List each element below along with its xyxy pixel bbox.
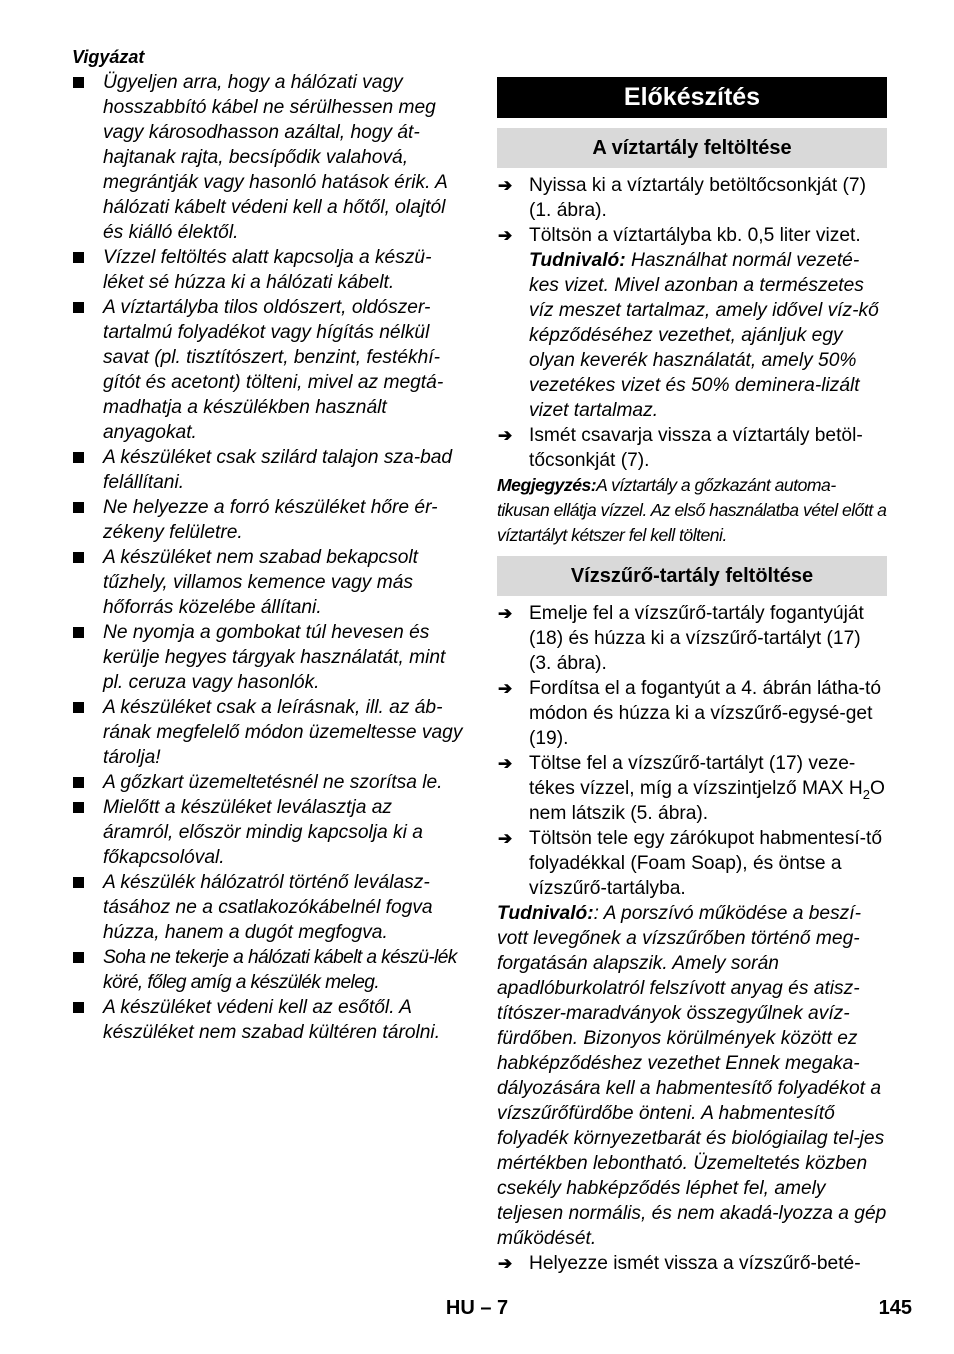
list-item xyxy=(72,620,464,695)
step-text: Emelje fel a vízszűrő-tartály fogantyúját (18) és húzza ki a vízszűrő-tartályt (17) (3. ábra). xyxy=(529,603,864,674)
list-item-text: Mielőtt a készüléket leválasztja az áramról, először mindig kapcsolja ki a főkapcsolóval. xyxy=(103,797,423,868)
remark-label: Megjegyzés: xyxy=(497,475,597,495)
step-text: Töltse fel a vízszűrő-tartályt (17) veze-tékes vízzel, míg a vízszintjelző MAX H xyxy=(529,753,863,799)
square-bullet-icon xyxy=(73,777,84,788)
step-item xyxy=(497,223,887,423)
page-number: 145 xyxy=(878,1297,912,1319)
list-item-text: Ügyeljen arra, hogy a hálózati vagy hosszabbító kábel ne sérülhessen meg vagy károsodhasson azáltal, hogy át-hajtanak rajta, becsípődik valahová, megrántják vagy hasonló hatások érik. A hálózati kábelt védeni kell a hőtől, olajtól és kiálló élektől. xyxy=(103,72,448,243)
square-bullet-icon xyxy=(73,452,84,463)
square-bullet-icon xyxy=(73,552,84,563)
step-text: Töltsön tele egy zárókupot habmentesí-tő folyadékkal (Foam Soap), és öntse a vízszűrő-tartályba. xyxy=(529,828,883,899)
arrow-right-icon: ➔ xyxy=(498,754,513,773)
step-text: Töltsön a víztartályba kb. 0,5 liter vizet. xyxy=(529,225,861,246)
list-item xyxy=(72,770,464,795)
list-item xyxy=(72,295,464,445)
arrow-right-icon: ➔ xyxy=(498,226,513,245)
square-bullet-icon xyxy=(73,502,84,513)
list-item-text: A víztartályba tilos oldószert, oldószer-tartalmú folyadékot vagy hígítás nélkül savat (pl. tisztítószert, benzint, festékhí-gítót és acetont) tölteni, mivel az megtá-madhatja a készülékben használt anyagokat. xyxy=(103,297,444,443)
step-item xyxy=(497,173,887,223)
note-paragraph xyxy=(497,901,887,1251)
step-item xyxy=(497,751,887,826)
step-text-end: O nem látszik (5. ábra). xyxy=(529,778,885,824)
step-item xyxy=(497,601,887,676)
caution-list xyxy=(72,70,464,1045)
list-item xyxy=(72,795,464,870)
arrow-right-icon: ➔ xyxy=(498,1254,513,1273)
filter-tank-steps xyxy=(497,601,887,901)
step-item xyxy=(497,826,887,901)
step-item xyxy=(497,1251,887,1276)
arrow-right-icon: ➔ xyxy=(498,604,513,623)
square-bullet-icon xyxy=(73,252,84,263)
tip-label: Tudnivaló: xyxy=(529,250,626,271)
right-column xyxy=(497,77,887,1276)
water-tank-steps xyxy=(497,173,887,473)
left-column xyxy=(72,45,464,1045)
list-item xyxy=(72,945,464,995)
step-item xyxy=(497,676,887,751)
tip-text: Használhat normál vezeté-kes vizet. Mivel azonban a természetes víz meszet tartalmaz, amely idővel víz-kő képződéséhez vezethet, ajánljuk egy olyan keverék használatát, amely 50% vezetékes vizet és 50% deminera-lizált vizet tartalmaz. xyxy=(529,250,879,421)
list-item-text: A készüléket védeni kell az esőtől. A készüléket nem szabad kültéren tárolni. xyxy=(103,997,441,1043)
footer-section-label: HU – 7 xyxy=(445,1297,509,1319)
step-text: Ismét csavarja vissza a víztartály betöl-tőcsonkját (7). xyxy=(529,425,863,471)
list-item xyxy=(72,445,464,495)
list-item-text: Ne helyezze a forró készüléket hőre ér-zékeny felületre. xyxy=(103,497,438,543)
step-text: Helyezze ismét vissza a vízszűrő-beté- xyxy=(529,1253,861,1274)
filter-tank-steps-cont xyxy=(497,1251,887,1276)
note-text: : A porszívó működése a beszí-vott levegőnek a vízszűrőben történő meg-forgatásán alapszik. Amely során apadlóburkolatról felszívott anyag és atisz-títószer-maradványok összegyűlnek avíz-fürdőben. Bizonyos körülmények között ez habképződéshez vezethet Ennek megaka-dályozására kell a habmentesítő folyadékot a vízszűrőfürdőbe önteni. A habmentesítő folyadék környezetbarát és biológiailag tel-jes mértékben lebontható. Üzemeltetés közben csekély habképződés léphet fel, amely teljesen normális, és nem akadá-lyozza a gép működését. xyxy=(497,903,887,1249)
square-bullet-icon xyxy=(73,952,84,963)
square-bullet-icon xyxy=(73,77,84,88)
subsection-title-filter-tank: Vízszűrő-tartály feltöltése xyxy=(497,556,887,596)
step-text: Fordítsa el a fogantyút a 4. ábrán látha-tó módon és húzza ki a vízszűrő-egysé-get (19). xyxy=(529,678,881,749)
square-bullet-icon xyxy=(73,802,84,813)
step-item xyxy=(497,423,887,473)
list-item xyxy=(72,870,464,945)
note-label: Tudnivaló: xyxy=(497,903,594,924)
list-item-text: A készüléket csak a leírásnak, ill. az áb-rának megfelelő módon üzemeltesse vagy tárolja! xyxy=(103,697,463,768)
list-item xyxy=(72,545,464,620)
square-bullet-icon xyxy=(73,627,84,638)
section-title: Előkészítés xyxy=(497,77,887,118)
arrow-right-icon: ➔ xyxy=(498,176,513,195)
list-item-text: A gőzkart üzemeltetésnél ne szorítsa le. xyxy=(103,772,443,793)
list-item-text: A készüléket csak szilárd talajon sza-bad felállítani. xyxy=(103,447,453,493)
square-bullet-icon xyxy=(73,877,84,888)
list-item-text: Vízzel feltöltés alatt kapcsolja a készü-léket sé húzza ki a hálózati kábelt. xyxy=(103,247,432,293)
arrow-right-icon: ➔ xyxy=(498,426,513,445)
square-bullet-icon xyxy=(73,702,84,713)
subsection-title-water-tank: A víztartály feltöltése xyxy=(497,128,887,168)
list-item xyxy=(72,995,464,1045)
list-item-text: Ne nyomja a gombokat túl hevesen és kerülje hegyes tárgyak használatát, mint pl. ceruza vagy hasonlók. xyxy=(103,622,446,693)
list-item-text: A készüléket nem szabad bekapcsolt tűzhely, villamos kemence vagy más hőforrás közelébe állítani. xyxy=(103,547,418,618)
square-bullet-icon xyxy=(73,302,84,313)
list-item-text: Soha ne tekerje a hálózati kábelt a készü-lék köré, főleg amíg a készülék meleg. xyxy=(103,947,457,993)
square-bullet-icon xyxy=(73,1002,84,1013)
list-item xyxy=(72,495,464,545)
caution-heading: Vigyázat xyxy=(72,47,145,67)
list-item xyxy=(72,695,464,770)
list-item xyxy=(72,70,464,245)
subscript: 2 xyxy=(862,786,870,802)
step-text: Nyissa ki a víztartály betöltőcsonkját (7) (1. ábra). xyxy=(529,175,866,221)
remark xyxy=(497,473,887,548)
arrow-right-icon: ➔ xyxy=(498,679,513,698)
arrow-right-icon: ➔ xyxy=(498,829,513,848)
remark-text: A víztartály a gőzkazánt automa-tikusan ellátja vízzel. Az első használatba vétel előtt a víztartályt kétszer fel kell tölteni. xyxy=(497,475,887,545)
list-item-text: A készülék hálózatról történő leválasz-tásához ne a csatlakozókábelnél fogva húzza, hanem a dugót megfogva. xyxy=(103,872,433,943)
list-item xyxy=(72,245,464,295)
